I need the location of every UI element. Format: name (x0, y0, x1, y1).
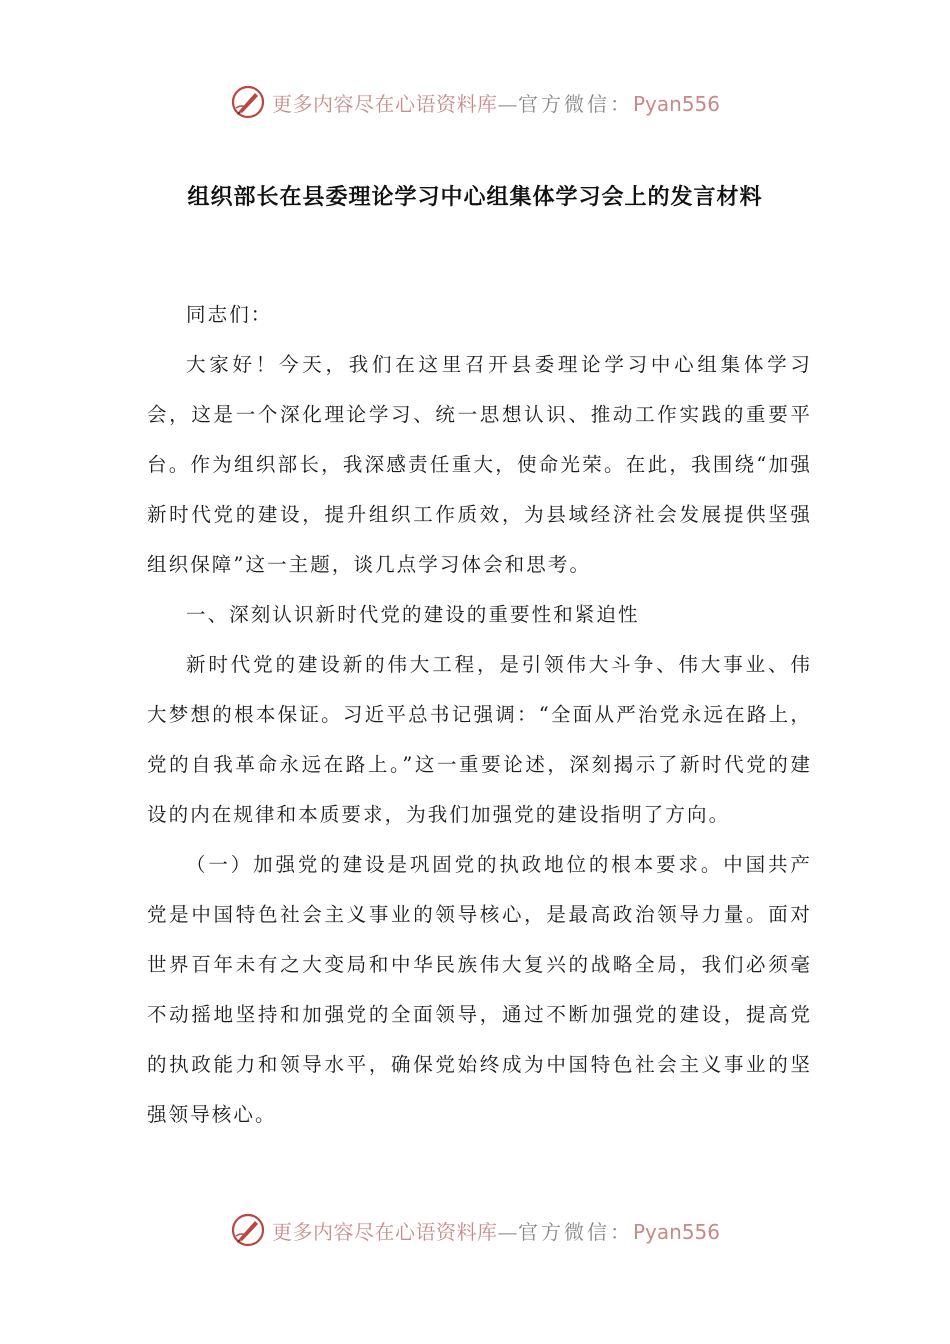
section-heading-1: 一、深刻认识新时代党的建设的重要性和紧迫性 (186, 603, 640, 626)
pen-logo-icon (230, 1212, 266, 1248)
paragraph-intro: 大家好！今天，我们在这里召开县委理论学习中心组集体学习会，这是一个深化理论学习、统一思想认识、推动工作实践的重要平台。作为组织部长，我深感责任重大，使命光荣。在此，我围绕“加强新时代党的建设，提升组织工作质效，为县域经济社会发展提供坚强组织保障”这一主题，谈几点学习体会和思考。 (147, 353, 812, 576)
paragraph-section-1: 新时代党的建设新的伟大工程，是引领伟大斗争、伟大事业、伟大梦想的根本保证。习近平总书记强调：“全面从严治党永远在路上，党的自我革命永远在路上。”这一重要论述，深刻揭示了新时代党的建设的内在规律和本质要求，为我们加强党的建设指明了方向。 (147, 653, 812, 826)
pen-logo-icon (230, 84, 266, 120)
document-title: 组织部长在县委理论学习中心组集体学习会上的发言材料 (187, 185, 763, 210)
document-body (147, 290, 812, 1140)
banner-text: 更多内容尽在心语资料库—官方微信：Pyan556 (271, 1219, 720, 1244)
header-watermark-banner (0, 80, 950, 124)
banner-text: 更多内容尽在心语资料库—官方微信：Pyan556 (271, 91, 720, 116)
salutation: 同志们： (186, 303, 273, 326)
paragraph-subsection-1: （一）加强党的建设是巩固党的执政地位的根本要求。中国共产党是中国特色社会主义事业的领导核心，是最高政治领导力量。面对世界百年未有之大变局和中华民族伟大复兴的战略全局，我们必须毫不动摇地坚持和加强党的全面领导，通过不断加强党的建设，提高党的执政能力和领导水平，确保党始终成为中国特色社会主义事业的坚强领导核心。 (147, 853, 812, 1126)
footer-watermark-banner (0, 1208, 950, 1252)
